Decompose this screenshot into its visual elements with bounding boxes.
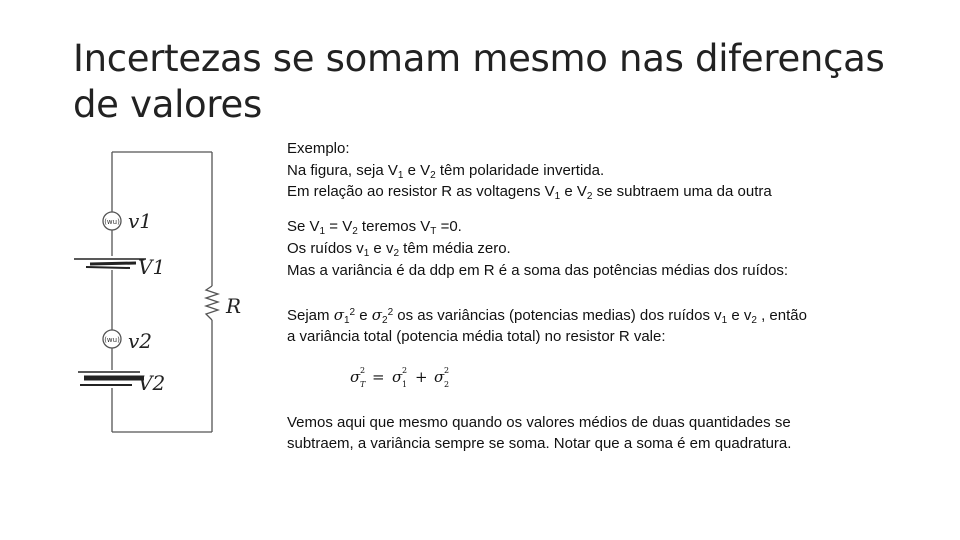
- battery-1-label: V1: [138, 255, 166, 279]
- text-line-3: Em relação ao resistor R as voltagens $V_1$ e $V_2$ se subtraem uma da outra: [287, 183, 772, 202]
- text-line-5: Os ruídos $v_1$ e $v_2$ têm média zero.: [287, 240, 511, 259]
- text-line-2: Na figura, seja $V_1$ e $V_2$ têm polaridade invertida.: [287, 162, 605, 181]
- formula-sq-t: 2: [360, 366, 366, 375]
- formula-sub-1: 1: [402, 380, 408, 389]
- formula-sub-t: T: [360, 380, 366, 389]
- text-line-1: Exemplo:: [287, 140, 350, 157]
- circuit-diagram: [60, 140, 260, 440]
- noise-source-1-glyph: (wu): [104, 218, 120, 226]
- resistor-symbol: [206, 286, 218, 320]
- variance-formula: [350, 362, 470, 390]
- text-line-6: Mas a variância é da ddp em R é a soma das potências médias dos ruídos:: [287, 262, 789, 279]
- noise-source-2-glyph: (wu): [104, 336, 120, 344]
- battery-2-label: V2: [138, 371, 166, 395]
- text-line-8: a variância total (potencia média total) no resistor R vale:: [287, 328, 666, 345]
- text-line-10: subtraem, a variância sempre se soma. Notar que a soma é em quadratura.: [287, 435, 792, 452]
- battery-2-symbol: [78, 372, 144, 385]
- resistor-label: R: [226, 294, 242, 318]
- formula-plus: +: [415, 368, 428, 386]
- formula-equals: =: [372, 368, 385, 386]
- source-1-label: v1: [128, 209, 153, 233]
- formula-sub-2: 2: [444, 380, 450, 389]
- text-line-7: Sejam $\sigma_1^2$ e $\sigma_2^2$ os as variâncias (potencias medias) dos ruídos $v_1$ e $v_2$ , então: [287, 306, 807, 326]
- formula-sigma-1: σ: [392, 368, 403, 386]
- text-line-9: Vemos aqui que mesmo quando os valores médios de duas quantidades se: [287, 414, 791, 431]
- battery-1-symbol: [74, 259, 146, 268]
- slide-title-line-2: de valores: [73, 83, 262, 126]
- formula-sigma-2: σ: [434, 368, 445, 386]
- formula-sigma-t: σ: [350, 368, 361, 386]
- formula-sq-2: 2: [444, 366, 450, 375]
- source-2-label: v2: [128, 329, 153, 353]
- text-line-4: Se $V_1 = V_2$ teremos $V_T =0$.: [287, 218, 462, 237]
- formula-sq-1: 2: [402, 366, 408, 375]
- slide-title: [73, 36, 913, 128]
- slide-title-line-1: Incertezas se somam mesmo nas diferenças: [73, 37, 885, 80]
